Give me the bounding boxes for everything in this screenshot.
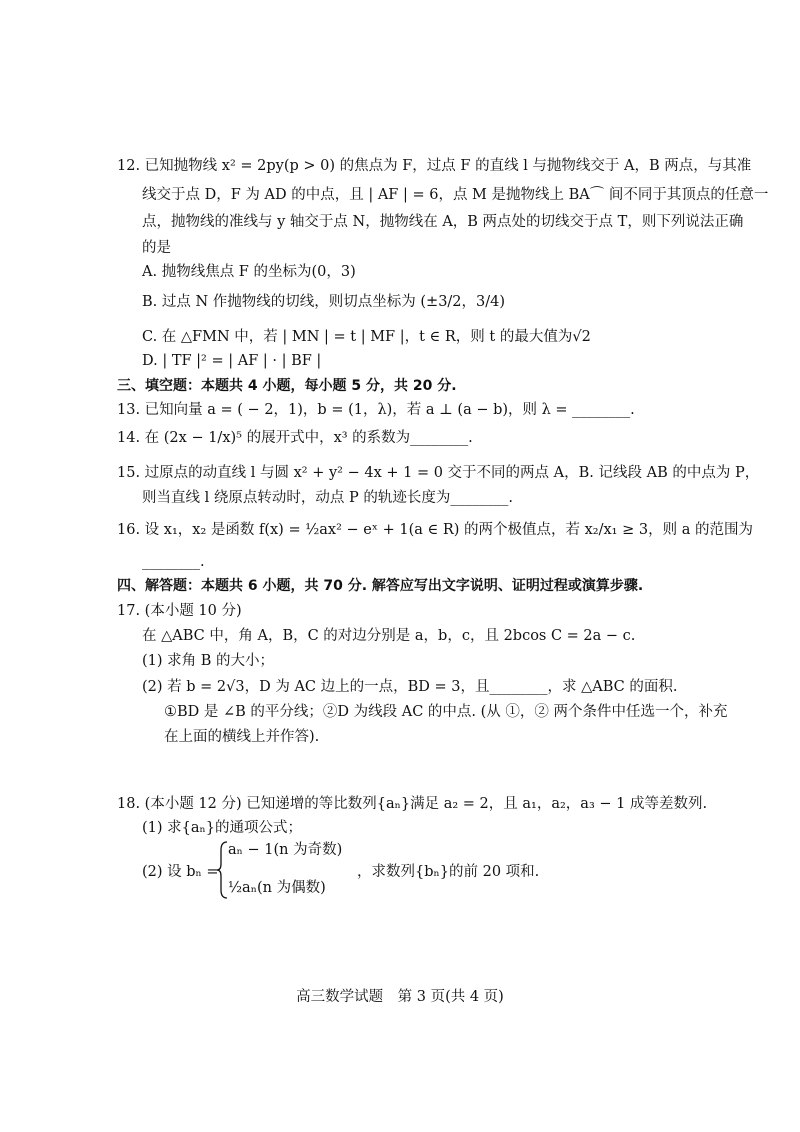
q16-line2: ________. [142,554,205,570]
q18-part2-suffix: ，求数列{bₙ}的前 20 项和. [357,864,540,880]
page-footer: 高三数学试题 第 3 页(共 4 页) [296,989,504,1005]
q17-head: 17. (本小题 10 分) [117,603,242,619]
q15-line1: 15. 过原点的动直线 l 与圆 x² + y² − 4x + 1 = 0 交于不同的两点 A，B. 记线段 AB 的中点为 P， [117,465,760,481]
q18-case-odd: aₙ − 1(n 为奇数) [228,842,343,858]
q12-option-d: D. | TF |² = | AF | · | BF | [142,353,322,369]
q17-choice-line2: 在上面的横线上并作答). [164,729,320,745]
q17-choice-line1: ①BD 是 ∠B 的平分线；②D 为线段 AC 的中点. (从 ①，② 两个条件中任选一个，补充 [164,704,728,720]
q17-stem: 在 △ABC 中，角 A，B，C 的对边分别是 a，b，c，且 2bcos C = 2a − c. [142,628,636,644]
q12-line3: 点，抛物线的准线与 y 轴交于点 N，抛物线在 A，B 两点处的切线交于点 T，则下列说法正确 [142,214,744,230]
q13: 13. 已知向量 a = ( − 2，1)，b = (1，λ)，若 a ⊥ (a − b)，则 λ = ________. [117,402,635,418]
q12-option-a: A. 抛物线焦点 F 的坐标为(0，3) [142,264,356,280]
q18-part2-prefix: (2) 设 bₙ = [142,864,219,880]
q12-option-c: C. 在 △FMN 中，若 | MN | = t | MF |，t ∈ R，则 t 的最大值为√2 [142,329,591,345]
q17-part1: (1) 求角 B 的大小； [142,653,275,669]
q18-part1: (1) 求{aₙ}的通项公式； [142,820,303,836]
section-3-heading: 三、填空题：本题共 4 小题，每小题 5 分，共 20 分. [117,378,457,394]
q12-line2: 线交于点 D，F 为 AD 的中点，且 | AF | = 6，点 M 是抛物线上 BA⌒ 间不同于其顶点的任意一 [142,187,769,203]
q17-part2: (2) 若 b = 2√3，D 为 AC 边上的一点，BD = 3，且________，求 △ABC 的面积. [142,679,678,695]
q12-line1: 12. 已知抛物线 x² = 2py(p > 0) 的焦点为 F，过点 F 的直线 l 与抛物线交于 A，B 两点，与其准 [117,158,752,174]
q18-head: 18. (本小题 12 分) 已知递增的等比数列{aₙ}满足 a₂ = 2，且 a₁，a₂，a₃ − 1 成等差数列. [117,796,708,812]
q16-line1: 16. 设 x₁，x₂ 是函数 f(x) = ½ax² − eˣ + 1(a ∈ R) 的两个极值点，若 x₂/x₁ ≥ 3，则 a 的范围为 [117,522,753,538]
q12-option-b: B. 过点 N 作抛物线的切线，则切点坐标为 (±3/2，3/4) [142,294,506,310]
q12-line4: 的是 [142,240,171,256]
section-4-heading: 四、解答题：本题共 6 小题，共 70 分. 解答应写出文字说明、证明过程或演算步骤. [117,578,644,594]
q18-case-even: ½aₙ(n 为偶数) [228,880,326,896]
q14: 14. 在 (2x − 1/x)⁵ 的展开式中，x³ 的系数为________. [117,430,473,446]
q15-line2: 则当直线 l 绕原点转动时，动点 P 的轨迹长度为________. [142,490,513,506]
